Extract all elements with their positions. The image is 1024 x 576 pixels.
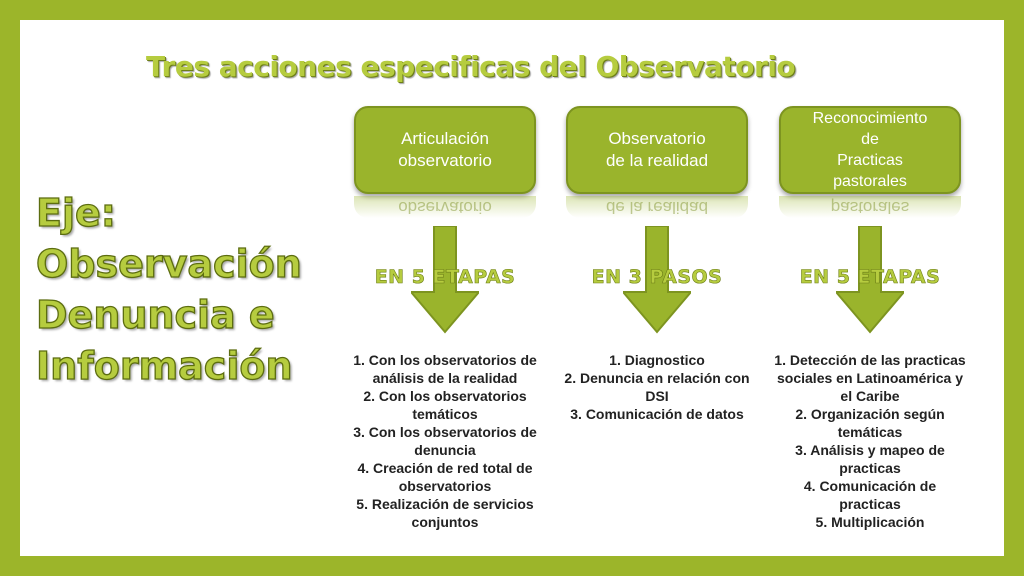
list-item: 4. Creación de red total de observatorios [357,460,533,494]
slide [20,20,1004,556]
list-item: 3. Con los observatorios de denuncia [353,424,537,458]
list-item: 5. Realización de servicios conjuntos [356,496,534,530]
list-item: 3. Comunicación de datos [570,406,744,422]
list-item: 3. Análisis y mapeo de practicas [795,442,945,476]
axis-heading [36,188,326,392]
list-item: 2. Con los observatorios temáticos [363,388,527,422]
action-box-reflection [779,196,961,218]
action-column-reconocimiento [770,20,970,556]
steps-list [772,351,968,531]
action-column-articulacion [345,20,545,556]
action-column-realidad [557,20,757,556]
list-item: 5. Multiplicación [815,514,925,530]
stage-label: EN 5 ETAPAS [799,266,941,288]
action-box [354,106,536,194]
list-item: 2. Organización según temáticas [795,406,945,440]
axis-heading-line: Eje: [36,191,116,235]
action-box [779,106,961,194]
steps-list [559,351,755,423]
axis-heading-line: Observación [36,242,302,286]
action-box-reflection-text: pastorales [830,198,910,217]
list-item: 2. Denuncia en relación con DSI [564,370,750,404]
list-item: 4. Comunicación de practicas [803,478,937,512]
action-box-label: Articulación observatorio [398,129,492,170]
action-box-reflection [566,196,748,218]
action-box-reflection [354,196,536,218]
steps-list [347,351,543,531]
list-item: 1. Con los observatorios de análisis de la realidad [353,352,537,386]
action-box-label: Observatorio de la realidad [605,129,709,170]
slide-title: Tres acciones especificas del Observatorio [146,50,796,83]
action-box-label: Reconocimiento de Practicas pastorales [812,110,928,190]
axis-heading-line: Denuncia e [36,293,275,337]
action-box-reflection-text: observatorio [398,198,492,217]
stage-label: EN 5 ETAPAS [374,266,516,288]
list-item: 1. Detección de las practicas sociales en Latinoamérica y el Caribe [774,352,966,404]
action-box-reflection-text: de la realidad [605,198,709,217]
axis-heading-line: Información [36,344,293,388]
action-box [566,106,748,194]
list-item: 1. Diagnostico [609,352,705,368]
stage-label: EN 3 PASOS [591,266,723,288]
